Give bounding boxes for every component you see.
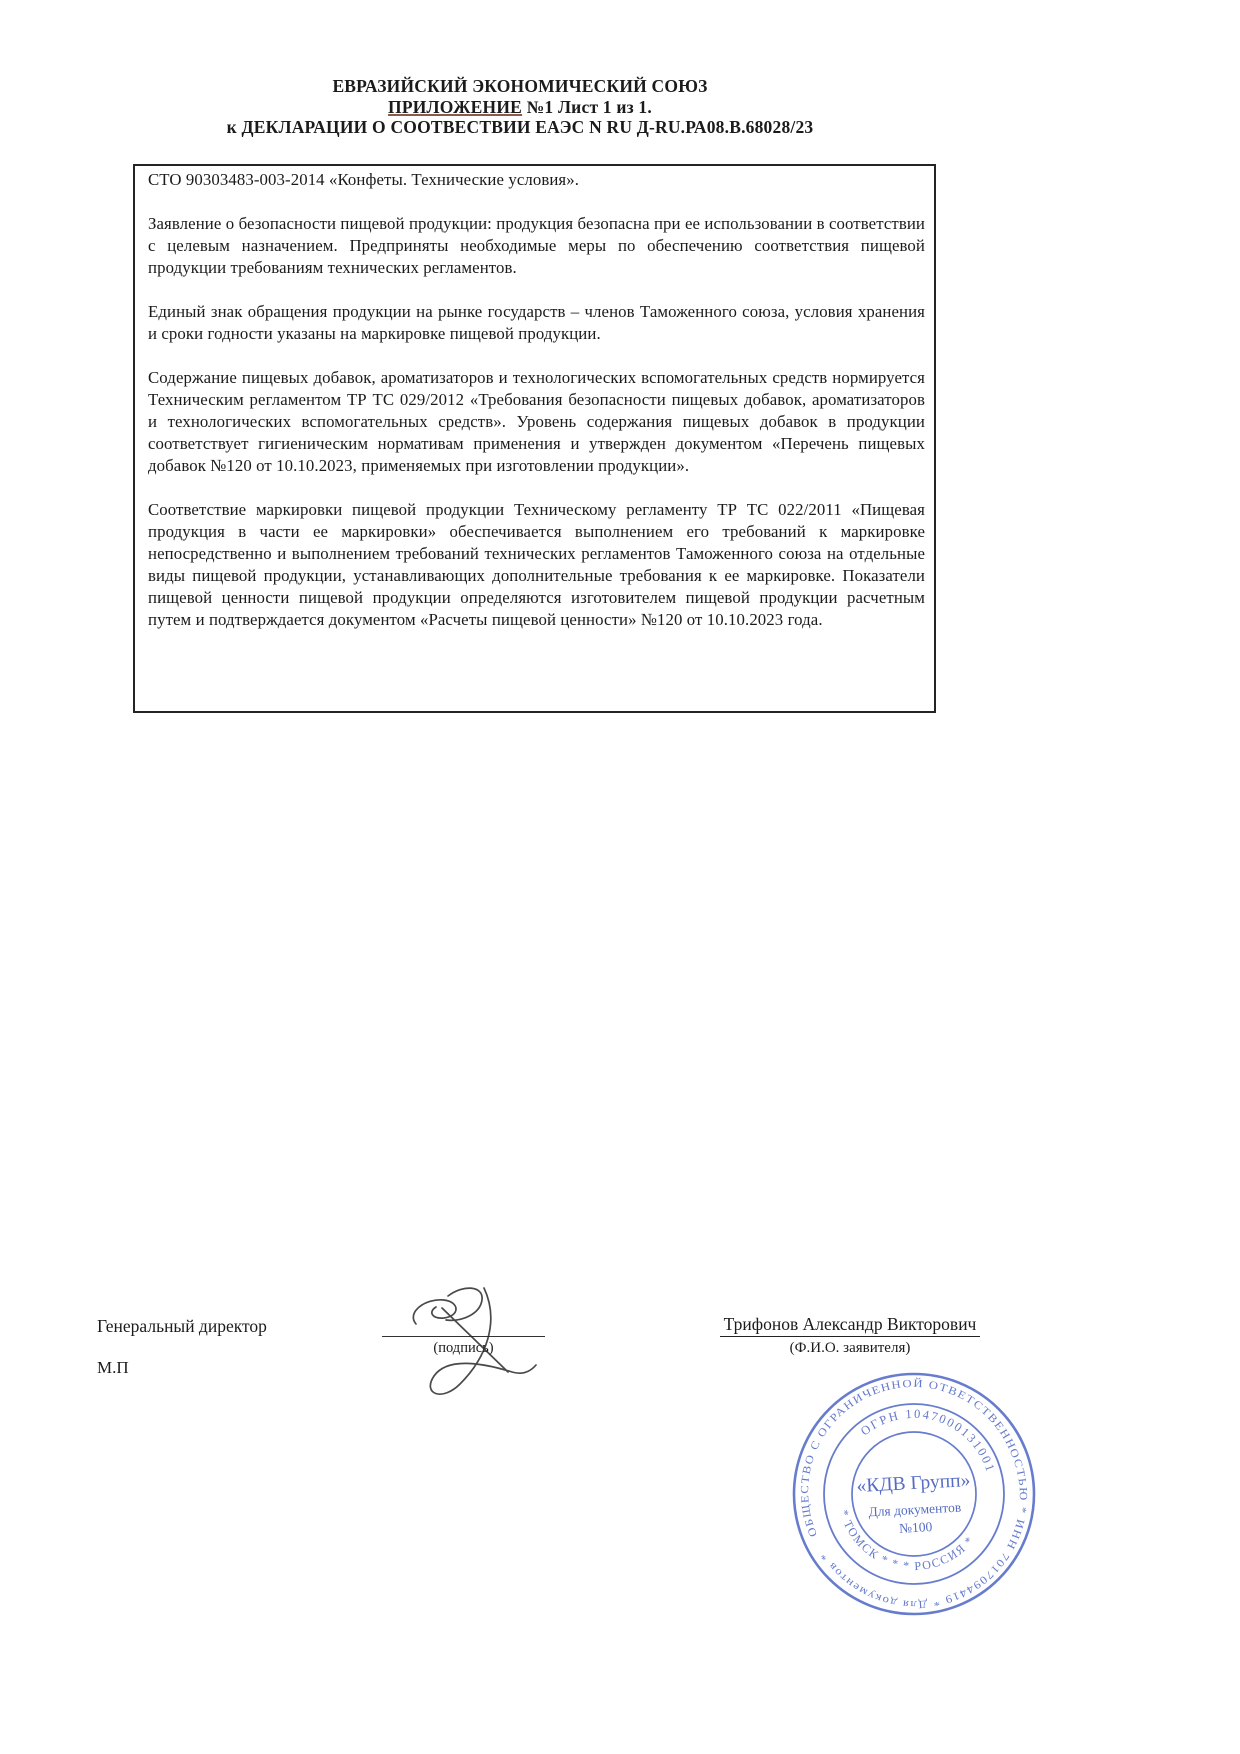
stamp-city-text: * ТОМСК * * * РОССИЯ * <box>837 1508 977 1574</box>
header-annex-line <box>95 97 945 118</box>
header-annex-word: ПРИЛОЖЕНИЕ <box>388 96 523 117</box>
stamp-outer-circle <box>794 1374 1034 1614</box>
signature-caption: (подпись) <box>433 1340 494 1356</box>
seal-placeholder-label: М.П <box>97 1358 129 1377</box>
paragraph-labelling: Соответствие маркировки пищевой продукции Техническому регламенту ТР ТС 022/2011 «Пищевая продукция в части ее маркировки» обеспечивается выполнением его требований к маркировке непосредственно и выполнением требований технических регламентов Таможенного союза на отдельные виды пищевой продукции, устанавливающих дополнительные требования к ее маркировке. Показатели пищевой ценности пищевой продукции определяются изготовителем пищевой продукции расчетным путем и подтверждается документом «Расчеты пищевой ценности» №120 от 10.10.2023 года. <box>148 500 925 629</box>
applicant-caption: (Ф.И.О. заявителя) <box>789 1340 911 1356</box>
stamp-company-name: «КДВ Групп» <box>856 1470 971 1497</box>
paragraph-sto: СТО 90303483-003-2014 «Конфеты. Технические условия». <box>148 170 580 189</box>
svg-text:ОБЩЕСТВО С ОГРАНИЧЕННОЙ ОТВЕТС <box>788 1368 1040 1620</box>
document-header <box>95 76 945 138</box>
applicant-block <box>690 1314 1010 1357</box>
paragraph-safety-statement: Заявление о безопасности пищевой продукции: продукция безопасна при ее использовании в соответствии с целевым назначением. Предприняты необходимые меры по обеспечению соответствия пищевой продукции требованиям технических регламентов. <box>148 214 925 277</box>
stamp-ogrn-text: ОГРН 1047000131001 <box>857 1406 998 1475</box>
company-stamp <box>788 1368 1040 1620</box>
applicant-name: Трифонов Александр Викторович <box>720 1314 981 1337</box>
header-declaration-number: к ДЕКЛАРАЦИИ О СООТВЕСТВИИ ЕАЭС N RU Д-RU.РА08.В.68028/23 <box>226 117 814 137</box>
director-title: Генеральный директор <box>97 1316 267 1336</box>
header-union-title: ЕВРАЗИЙСКИЙ ЭКОНОМИЧЕСКИЙ СОЮЗ <box>332 76 708 96</box>
svg-text:ОГРН 1047000131001 <box>854 1394 1008 1477</box>
header-annex-rest: №1 Лист 1 из 1. <box>522 96 652 117</box>
paragraph-additives: Содержание пищевых добавок, ароматизаторов и технологических вспомогательных средств нормируется Техническим регламентом ТР ТС 029/2012 «Требования безопасности пищевых добавок, ароматизаторов и технологических вспомогательных средств». Уровень содержания пищевых добавок в продукции соответствует гигиеническим нормативам применения и утвержден документом «Перечень пищевых добавок №120 от 10.10.2023, применяемых при изготовлении продукции». <box>148 368 925 475</box>
stamp-number-line: №100 <box>898 1519 933 1536</box>
stamp-middle-circle <box>824 1404 1004 1584</box>
handwritten-signature <box>388 1272 558 1417</box>
declaration-text-box <box>133 164 936 713</box>
stamp-purpose-line: Для документов <box>868 1499 962 1520</box>
stamp-outer-ring-text: ОБЩЕСТВО С ОГРАНИЧЕННОЙ ОТВЕТСТВЕННОСТЬЮ * ИНН 7017094419 * Для документов * <box>799 1377 1029 1611</box>
paragraph-eac-mark: Единый знак обращения продукции на рынке государств – членов Таможенного союза, условия хранения и сроки годности указаны на маркировке пищевой продукции. <box>148 302 925 343</box>
